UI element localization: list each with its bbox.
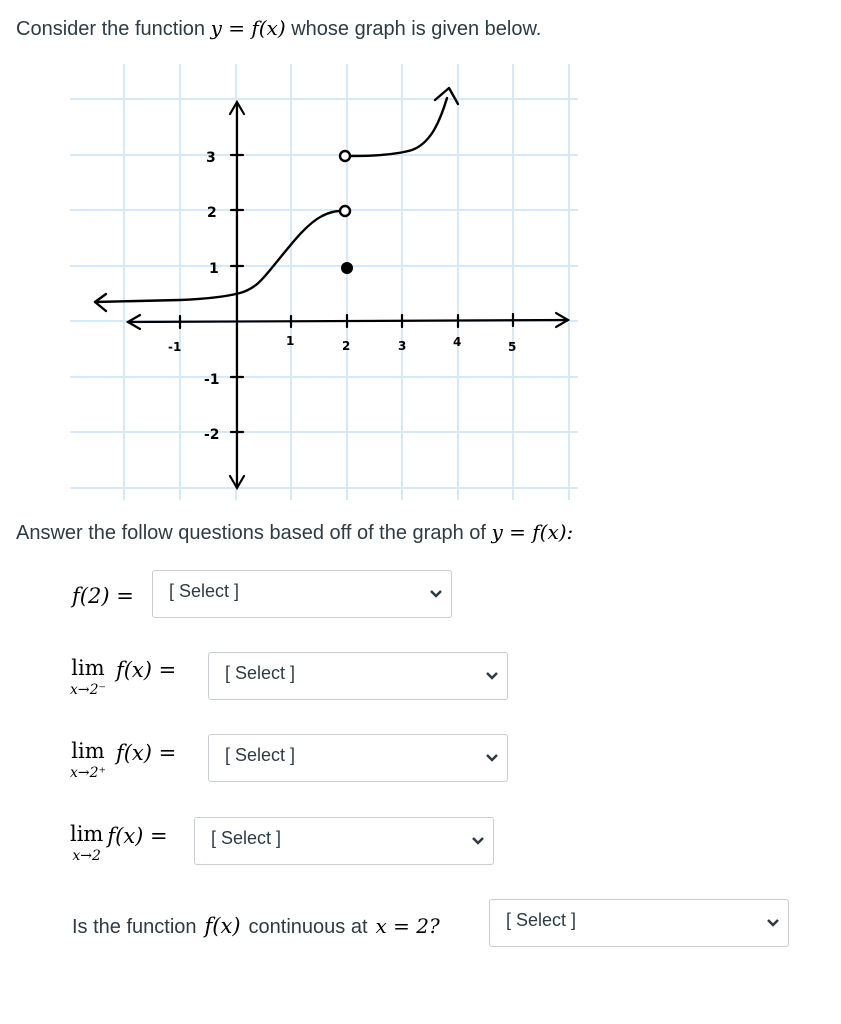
x-tick-label: 3 (398, 339, 407, 353)
right-limit-select-placeholder: [ Select ] (225, 744, 296, 765)
question-lead-equation: y = f(x): (491, 520, 574, 544)
lim-subscript: x→2 (72, 848, 101, 864)
f2-select-placeholder: [ Select ] (169, 580, 240, 601)
continuity-fx: f(x) (204, 914, 241, 938)
y-tick-label: 1 (209, 261, 219, 277)
open-circle-point (340, 151, 350, 161)
x-tick-label: 1 (286, 334, 295, 348)
limit-select-placeholder: [ Select ] (211, 827, 282, 848)
x-tick-label: -1 (168, 340, 182, 354)
f2-expression: f(2) = (72, 584, 134, 608)
question-lead-text: Answer the follow questions based off of the graph of (16, 522, 486, 544)
intro-equation: y = f(x) (210, 16, 286, 40)
chevron-down-icon (471, 836, 485, 846)
continuity-equation: x = 2? (375, 914, 440, 938)
chevron-down-icon (485, 753, 499, 763)
lim-word: lim (71, 656, 105, 680)
chevron-down-icon (485, 671, 499, 681)
intro-text-before: Consider the function (16, 18, 206, 40)
continuity-select[interactable] (489, 899, 789, 947)
x-tick-label: 2 (342, 339, 351, 353)
continuity-text-mid: continuous at (248, 916, 368, 938)
filled-point (341, 262, 353, 274)
question-lead (16, 520, 573, 545)
question-row-limit (70, 824, 168, 863)
x-tick-label: 4 (453, 335, 462, 349)
continuity-text-before: Is the function (72, 916, 197, 938)
function-graph (0, 0, 841, 510)
limit-select[interactable] (194, 817, 494, 865)
left-limit-select-placeholder: [ Select ] (225, 662, 296, 683)
lim-word: lim (70, 822, 104, 846)
right-limit-operator (70, 741, 106, 780)
left-limit-operator (70, 658, 106, 697)
y-tick-label: -2 (204, 427, 220, 443)
y-tick-label: 2 (207, 205, 217, 221)
limit-expression: f(x) = (107, 823, 168, 848)
y-tick-label: 3 (206, 150, 216, 166)
x-axis (128, 313, 568, 329)
open-circle-point (340, 206, 350, 216)
curve-upper-branch (351, 98, 447, 156)
chevron-down-icon (429, 589, 443, 599)
continuity-question (72, 914, 440, 939)
question-row-left-limit (70, 658, 176, 697)
left-limit-select[interactable] (208, 652, 508, 700)
lim-word: lim (71, 739, 105, 763)
f2-select[interactable] (152, 570, 452, 618)
limit-operator (70, 824, 103, 863)
x-tick-label: 5 (508, 340, 517, 354)
function-curve (95, 88, 458, 311)
question-row-f2 (72, 584, 134, 608)
right-limit-expression: f(x) = (115, 740, 177, 765)
right-limit-select[interactable] (208, 734, 508, 782)
intro-text-after: whose graph is given below. (291, 18, 542, 40)
graph-grid (70, 64, 578, 500)
continuity-select-placeholder: [ Select ] (506, 909, 577, 930)
lim-subscript: x→2⁺ (70, 765, 106, 781)
y-tick-label: -1 (204, 372, 220, 388)
left-limit-expression: f(x) = (115, 657, 177, 682)
chevron-down-icon (766, 918, 780, 928)
curve-left-branch (95, 211, 340, 302)
question-row-right-limit (70, 741, 176, 780)
lim-subscript: x→2⁻ (70, 682, 106, 698)
